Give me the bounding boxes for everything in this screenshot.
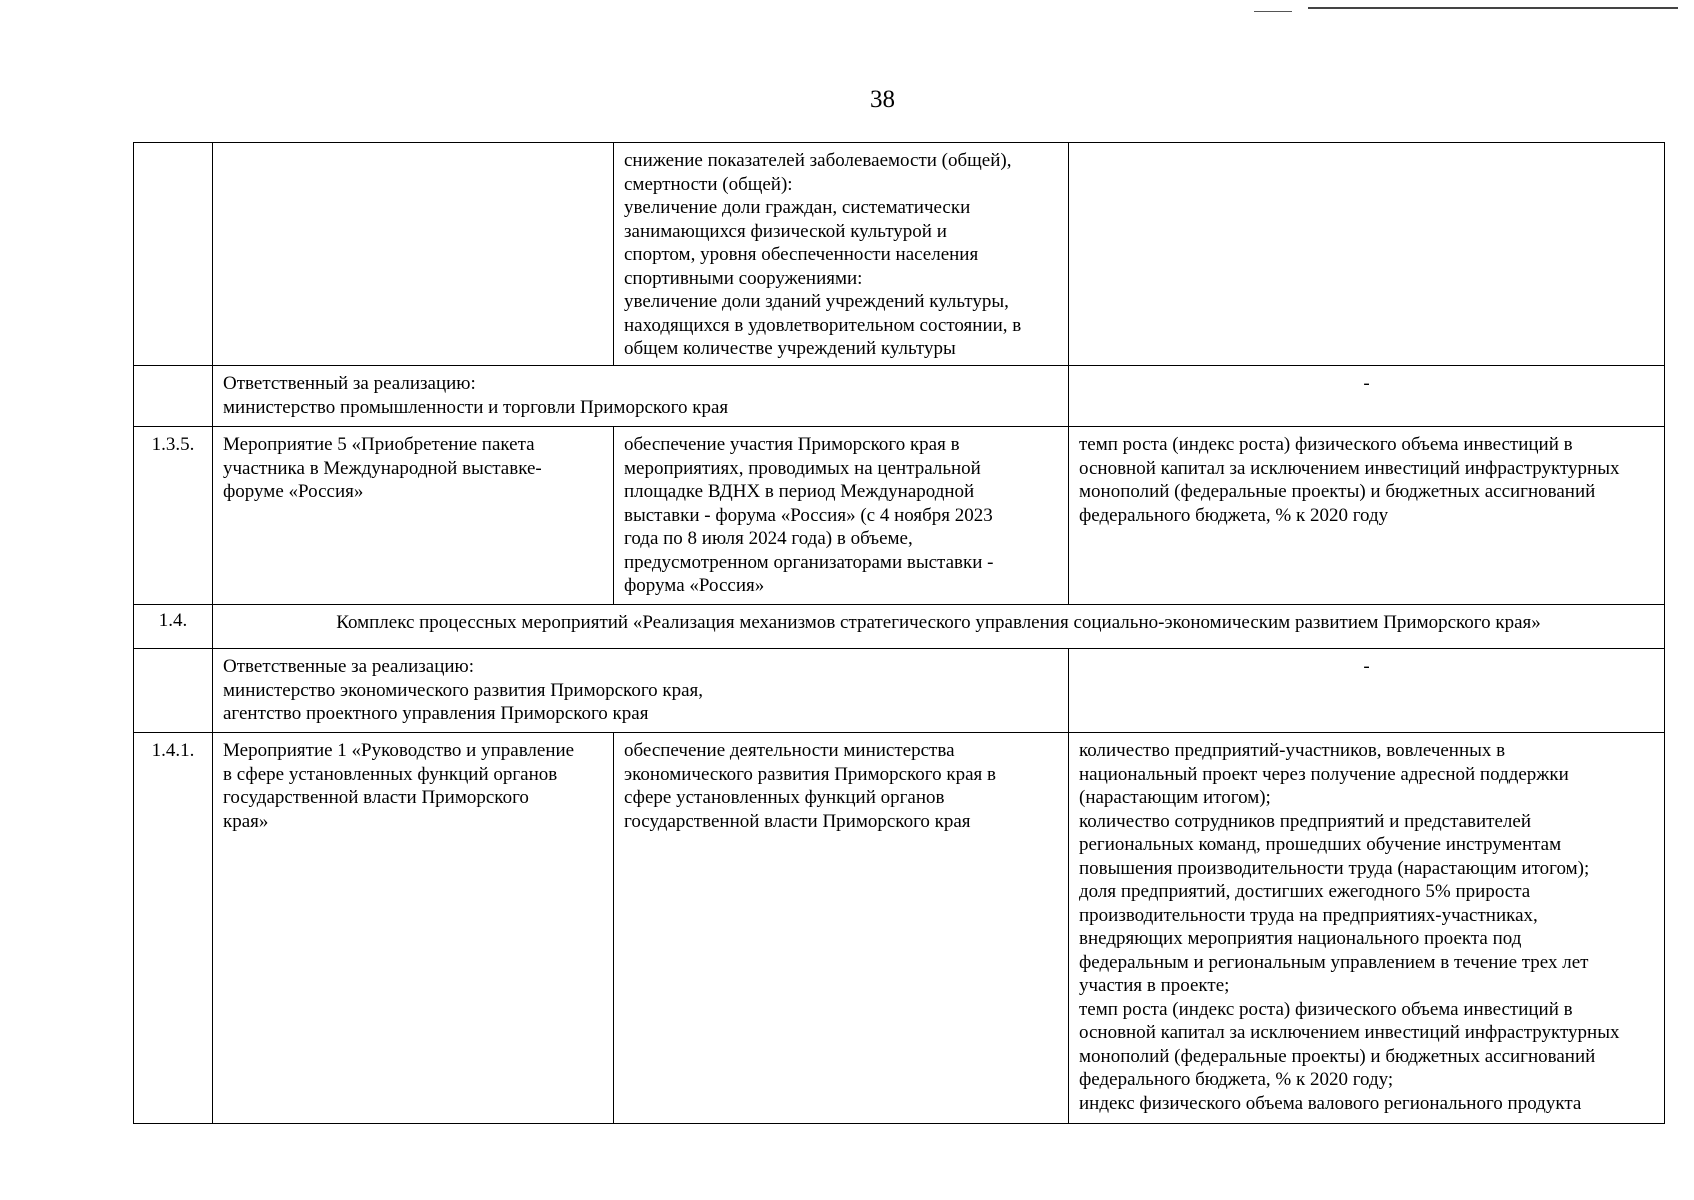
- number-cell: [134, 366, 213, 427]
- table-row: [134, 143, 1665, 366]
- indicator-cell: -: [1069, 649, 1665, 733]
- scan-artifact-line: [1308, 7, 1678, 9]
- number-cell: 1.4.1.: [134, 733, 213, 1124]
- result-cell: обеспечение деятельности министерства экономического развития Приморского края в сфере установленных функций органов государственной власти Приморского края: [614, 733, 1069, 1124]
- number-cell: [134, 649, 213, 733]
- table-row: [134, 427, 1665, 605]
- event-cell: [213, 143, 614, 366]
- number-cell: 1.3.5.: [134, 427, 213, 605]
- scan-artifact-line: [1254, 11, 1292, 12]
- measures-table: [133, 142, 1665, 1124]
- table-row: [134, 605, 1665, 649]
- table-row: [134, 649, 1665, 733]
- event-cell: Мероприятие 5 «Приобретение пакета участника в Международной выставке- форуме «Россия»: [213, 427, 614, 605]
- responsible-cell: Ответственный за реализацию: министерство промышленности и торговли Приморского края: [213, 366, 1069, 427]
- indicator-cell: [1069, 143, 1665, 366]
- indicator-cell: количество предприятий-участников, вовлеченных в национальный проект через получение адресной поддержки (нарастающим итогом); количество сотрудников предприятий и представителей региональных команд, прошедших обучение инструментам повышения производительности труда (нарастающим итогом); доля предприятий, достигших ежегодного 5% прироста производительности труда на предприятиях-участниках, внедряющих мероприятия национального проекта под федеральным и региональным управлением в течение трех лет участия в проекте; темп роста (индекс роста) физического объема инвестиций в основной капитал за исключением инвестиций инфраструктурных монополий (федеральные проекты) и бюджетных ассигнований федерального бюджета, % к 2020 году; индекс физического объема валового регионального продукта: [1069, 733, 1665, 1124]
- number-cell: 1.4.: [134, 605, 213, 649]
- result-cell: обеспечение участия Приморского края в мероприятиях, проводимых на центральной площадке ВДНХ в период Международной выставки - форума «Россия» (с 4 ноября 2023 года по 8 июля 2024 года) в объеме, предусмотренном организаторами выставки - форума «Россия»: [614, 427, 1069, 605]
- indicator-cell: -: [1069, 366, 1665, 427]
- table-row: [134, 366, 1665, 427]
- number-cell: [134, 143, 213, 366]
- table-row: [134, 733, 1665, 1124]
- section-title-cell: Комплекс процессных мероприятий «Реализация механизмов стратегического управления социально-экономическим развитием Приморского края»: [213, 605, 1665, 649]
- result-cell: снижение показателей заболеваемости (общей), смертности (общей): увеличение доли граждан, систематически занимающихся физической культурой и спортом, уровня обеспеченности населения спортивными сооружениями: увеличение доли зданий учреждений культуры, находящихся в удовлетворительном состоянии, в общем количестве учреждений культуры: [614, 143, 1069, 366]
- page-number: 38: [870, 86, 895, 113]
- indicator-cell: темп роста (индекс роста) физического объема инвестиций в основной капитал за исключением инвестиций инфраструктурных монополий (федеральные проекты) и бюджетных ассигнований федерального бюджета, % к 2020 году: [1069, 427, 1665, 605]
- responsible-cell: Ответственные за реализацию: министерство экономического развития Приморского края, агентство проектного управления Приморского края: [213, 649, 1069, 733]
- event-cell: Мероприятие 1 «Руководство и управление в сфере установленных функций органов государственной власти Приморского края»: [213, 733, 614, 1124]
